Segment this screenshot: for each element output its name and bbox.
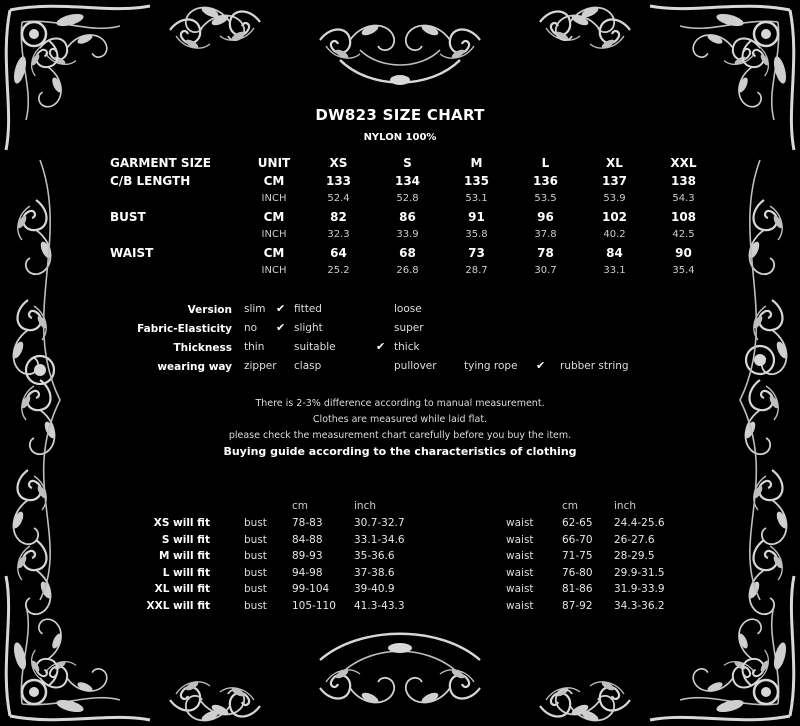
measure-label: bust xyxy=(244,583,267,596)
value-cell: 90 xyxy=(675,246,692,260)
fit-size-label: L will fit xyxy=(162,566,210,579)
waist-guide-row xyxy=(506,548,704,565)
measure-label: waist xyxy=(506,517,534,530)
waist-guide-row xyxy=(506,515,704,532)
inch-range: 41.3-43.3 xyxy=(354,599,405,612)
cm-range: 89-93 xyxy=(292,550,323,563)
value-cell: 52.4 xyxy=(327,193,350,204)
size-row-inch xyxy=(110,226,718,244)
inch-range: 26-27.6 xyxy=(614,533,655,546)
measurement-notes xyxy=(0,396,800,444)
attribute-option: suitable xyxy=(294,341,336,353)
attribute-row xyxy=(118,338,664,357)
cm-range: 94-98 xyxy=(292,566,323,579)
cm-range: 71-75 xyxy=(562,550,593,563)
value-cell: 54.3 xyxy=(672,193,695,204)
measurement-label: BUST xyxy=(110,210,146,224)
value-cell: 96 xyxy=(537,210,554,224)
measure-label: waist xyxy=(506,599,534,612)
bust-guide-row xyxy=(118,548,444,565)
value-cell: 42.5 xyxy=(672,229,695,240)
value-cell: 52.8 xyxy=(396,193,419,204)
attribute-label: Fabric-Elasticity xyxy=(137,322,232,335)
value-cell: 37.8 xyxy=(534,229,557,240)
checkmark-icon: ✔ xyxy=(276,302,286,315)
value-cell: 53.5 xyxy=(534,193,557,204)
attribute-option: fitted xyxy=(294,303,322,315)
unit-header: UNIT xyxy=(257,156,291,170)
value-cell: 135 xyxy=(463,174,490,188)
value-cell: 30.7 xyxy=(534,265,557,276)
attribute-label: wearing way xyxy=(157,360,232,373)
measurement-label xyxy=(110,226,244,244)
value-cell: 91 xyxy=(468,210,485,224)
size-table-header xyxy=(110,154,718,172)
attribute-option: super xyxy=(394,322,424,334)
bust-guide-row xyxy=(118,581,444,598)
cm-range: 84-88 xyxy=(292,533,323,546)
waist-guide-row xyxy=(506,581,704,598)
measurement-label xyxy=(110,190,244,208)
cm-range: 66-70 xyxy=(562,533,593,546)
value-cell: 68 xyxy=(399,246,416,260)
attribute-option: thin xyxy=(244,341,265,353)
size-row-inch xyxy=(110,190,718,208)
waist-guide-row xyxy=(506,565,704,582)
attribute-option: clasp xyxy=(294,360,322,372)
measurement-label xyxy=(110,262,244,280)
fit-size-label: M will fit xyxy=(158,550,210,563)
value-cell: 35.4 xyxy=(672,265,695,276)
attribute-options xyxy=(244,357,664,376)
note-line: There is 2-3% difference according to manual measurement. xyxy=(255,398,545,409)
value-cell: 133 xyxy=(325,174,352,188)
bust-guide-row xyxy=(118,598,444,615)
size-header: M xyxy=(470,156,483,170)
measure-label: waist xyxy=(506,533,534,546)
unit-cell: INCH xyxy=(261,265,287,276)
attribute-option: rubber string xyxy=(560,360,629,372)
value-cell: 86 xyxy=(399,210,416,224)
bust-guide-row xyxy=(118,532,444,549)
value-cell: 82 xyxy=(330,210,347,224)
attribute-label: Version xyxy=(187,303,232,316)
inch-range: 35-36.6 xyxy=(354,550,395,563)
attribute-option: pullover xyxy=(394,360,437,372)
inch-header: inch xyxy=(354,500,376,512)
fit-size-label: XXL will fit xyxy=(146,599,210,612)
measurement-label: C/B LENGTH xyxy=(110,174,191,188)
cm-range: 99-104 xyxy=(292,583,330,596)
value-cell: 137 xyxy=(601,174,628,188)
size-row-inch xyxy=(110,262,718,280)
chart-title: DW823 SIZE CHART xyxy=(315,106,485,124)
cm-range: 76-80 xyxy=(562,566,593,579)
value-cell: 138 xyxy=(670,174,697,188)
size-row-cm xyxy=(110,172,718,190)
unit-cell: CM xyxy=(263,246,285,260)
measurement-label: WAIST xyxy=(110,246,154,260)
attribute-option: slim xyxy=(244,303,266,315)
unit-cell: CM xyxy=(263,174,285,188)
attribute-option: tying rope xyxy=(464,360,518,372)
value-cell: 35.8 xyxy=(465,229,488,240)
size-header: L xyxy=(541,156,550,170)
attribute-option: thick xyxy=(394,341,420,353)
value-cell: 53.9 xyxy=(603,193,626,204)
size-row-cm xyxy=(110,244,718,262)
value-cell: 84 xyxy=(606,246,623,260)
measure-label: waist xyxy=(506,566,534,579)
checkmark-icon: ✔ xyxy=(536,359,546,372)
attribute-option: slight xyxy=(294,322,323,334)
fit-size-label: S will fit xyxy=(161,533,210,546)
cm-range: 78-83 xyxy=(292,517,323,530)
waist-guide-header xyxy=(506,497,704,515)
value-cell: 32.3 xyxy=(327,229,350,240)
fit-size-label: XS will fit xyxy=(153,517,210,530)
inch-range: 33.1-34.6 xyxy=(354,533,405,546)
attribute-option: no xyxy=(244,322,258,334)
attribute-option: zipper xyxy=(244,360,277,372)
attribute-label: Thickness xyxy=(173,341,232,354)
attribute-row xyxy=(118,300,664,319)
attribute-option: loose xyxy=(394,303,422,315)
size-table xyxy=(110,154,718,280)
bust-guide-row xyxy=(118,515,444,532)
waist-guide-table xyxy=(506,497,704,614)
inch-range: 30.7-32.7 xyxy=(354,517,405,530)
inch-range: 28-29.5 xyxy=(614,550,655,563)
unit-cell: INCH xyxy=(261,193,287,204)
attribute-options xyxy=(244,319,664,338)
measure-label: bust xyxy=(244,517,267,530)
cm-header: cm xyxy=(292,500,309,512)
measure-label: waist xyxy=(506,583,534,596)
value-cell: 73 xyxy=(468,246,485,260)
attribute-row xyxy=(118,357,664,376)
fit-size-label: XL will fit xyxy=(154,583,210,596)
value-cell: 53.1 xyxy=(465,193,488,204)
attribute-options xyxy=(244,300,664,319)
waist-guide-row xyxy=(506,598,704,615)
value-cell: 33.1 xyxy=(603,265,626,276)
value-cell: 26.8 xyxy=(396,265,419,276)
cm-range: 105-110 xyxy=(292,599,336,612)
value-cell: 40.2 xyxy=(603,229,626,240)
material-label: NYLON 100% xyxy=(363,132,437,143)
inch-header: inch xyxy=(614,500,636,512)
inch-range: 31.9-33.9 xyxy=(614,583,665,596)
size-header: S xyxy=(403,156,412,170)
garment-size-header: GARMENT SIZE xyxy=(110,156,211,170)
measure-label: bust xyxy=(244,533,267,546)
attribute-row xyxy=(118,319,664,338)
inch-range: 29.9-31.5 xyxy=(614,566,665,579)
inch-range: 39-40.9 xyxy=(354,583,395,596)
bust-guide-row xyxy=(118,565,444,582)
value-cell: 108 xyxy=(670,210,697,224)
measure-label: bust xyxy=(244,550,267,563)
size-header: XXL xyxy=(670,156,697,170)
cm-range: 81-86 xyxy=(562,583,593,596)
attribute-options xyxy=(244,338,664,357)
size-header: XS xyxy=(329,156,348,170)
cm-range: 62-65 xyxy=(562,517,593,530)
note-line: Clothes are measured while laid flat. xyxy=(312,414,488,425)
buying-guide-title: Buying guide according to the characteristics of clothing xyxy=(223,445,577,458)
value-cell: 25.2 xyxy=(327,265,350,276)
unit-cell: INCH xyxy=(261,229,287,240)
value-cell: 134 xyxy=(394,174,421,188)
inch-range: 34.3-36.2 xyxy=(614,599,665,612)
size-row-cm xyxy=(110,208,718,226)
cm-header: cm xyxy=(562,500,579,512)
value-cell: 136 xyxy=(532,174,559,188)
value-cell: 78 xyxy=(537,246,554,260)
bust-guide-table xyxy=(118,497,444,614)
value-cell: 102 xyxy=(601,210,628,224)
note-line: please check the measurement chart carefully before you buy the item. xyxy=(228,430,572,441)
bust-guide-header xyxy=(118,497,444,515)
checkmark-icon: ✔ xyxy=(376,340,386,353)
unit-cell: CM xyxy=(263,210,285,224)
measure-label: waist xyxy=(506,550,534,563)
value-cell: 64 xyxy=(330,246,347,260)
measure-label: bust xyxy=(244,599,267,612)
attributes-table xyxy=(118,300,664,376)
measure-label: bust xyxy=(244,566,267,579)
value-cell: 33.9 xyxy=(396,229,419,240)
cm-range: 87-92 xyxy=(562,599,593,612)
inch-range: 37-38.6 xyxy=(354,566,395,579)
value-cell: 28.7 xyxy=(465,265,488,276)
inch-range: 24.4-25.6 xyxy=(614,517,665,530)
waist-guide-row xyxy=(506,532,704,549)
size-header: XL xyxy=(606,156,623,170)
checkmark-icon: ✔ xyxy=(276,321,286,334)
